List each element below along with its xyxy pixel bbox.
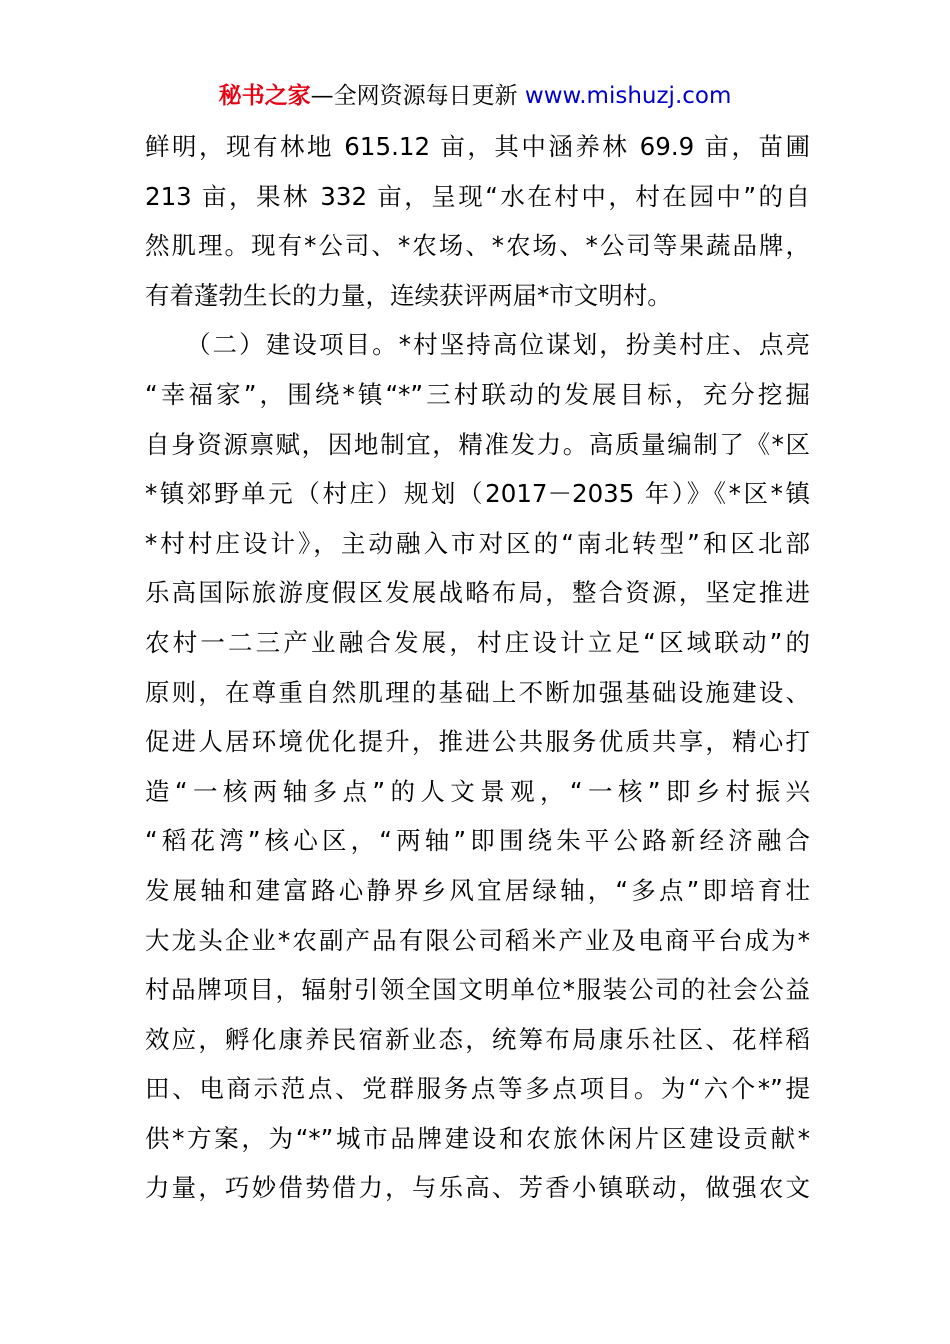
text-line: *村村庄设计》，主动融入市对区的“南北转型”和区北部 [145, 528, 810, 558]
text-line: 力量，巧妙借势借力，与乐高、芳香小镇联动，做强农文 [145, 1173, 810, 1203]
text-line: “稻花湾”核心区，“两轴”即围绕朱平公路新经济融合 [145, 826, 810, 856]
header-brand: 秘书之家 [218, 83, 311, 109]
text-line: 乐高国际旅游度假区发展战略布局，整合资源，坚定推进 [145, 578, 810, 608]
text-line: 田、电商示范点、党群服务点等多点项目。为“六个*”提 [145, 1074, 810, 1104]
text-line: “幸福家”，围绕*镇“*”三村联动的发展目标，充分挖掘 [145, 379, 810, 409]
text-line: 鲜明，现有林地 615.12 亩，其中涵养林 69.9 亩，苗圃 [145, 132, 810, 161]
header-site-link[interactable]: www.mishuzj.com [524, 83, 732, 109]
text-line: 有着蓬勃生长的力量，连续获评两届*市文明村。 [145, 280, 672, 310]
header-tagline: —全网资源每日更新 [310, 83, 518, 109]
text-line: 村品牌项目，辐射引领全国文明单位*服装公司的社会公益 [145, 975, 810, 1005]
text-line: 农村一二三产业融合发展，村庄设计立足“区域联动”的 [145, 627, 810, 657]
text-line: 213 亩，果林 332 亩，呈现“水在村中，村在园中”的自 [145, 181, 810, 211]
text-line: 原则，在尊重自然肌理的基础上不断加强基础设施建设、 [145, 677, 810, 707]
text-line: 大龙头企业*农副产品有限公司稻米产业及电商平台成为* [145, 925, 810, 955]
document-body [145, 122, 810, 1213]
text-line: 然肌理。现有*公司、*农场、*农场、*公司等果蔬品牌， [145, 231, 810, 261]
text-line: （二）建设项目。*村坚持高位谋划，扮美村庄、点亮 [145, 330, 810, 360]
text-line: 自身资源禀赋，因地制宜，精准发力。高质量编制了《*区 [145, 429, 810, 459]
text-line: 造“一核两轴多点”的人文景观，“一核”即乡村振兴 [145, 776, 810, 806]
text-line: 供*方案，为“*”城市品牌建设和农旅休闲片区建设贡献* [145, 1123, 810, 1153]
text-line: *镇郊野单元（村庄）规划（2017－2035 年）》《*区*镇 [145, 479, 810, 509]
text-line: 促进人居环境优化提升，推进公共服务优质共享，精心打 [145, 727, 810, 757]
page-header [0, 78, 950, 114]
text-line: 效应，孵化康养民宿新业态，统筹布局康乐社区、花样稻 [145, 1024, 810, 1054]
text-line: 发展轴和建富路心静界乡风宜居绿轴，“多点”即培育壮 [145, 875, 810, 905]
